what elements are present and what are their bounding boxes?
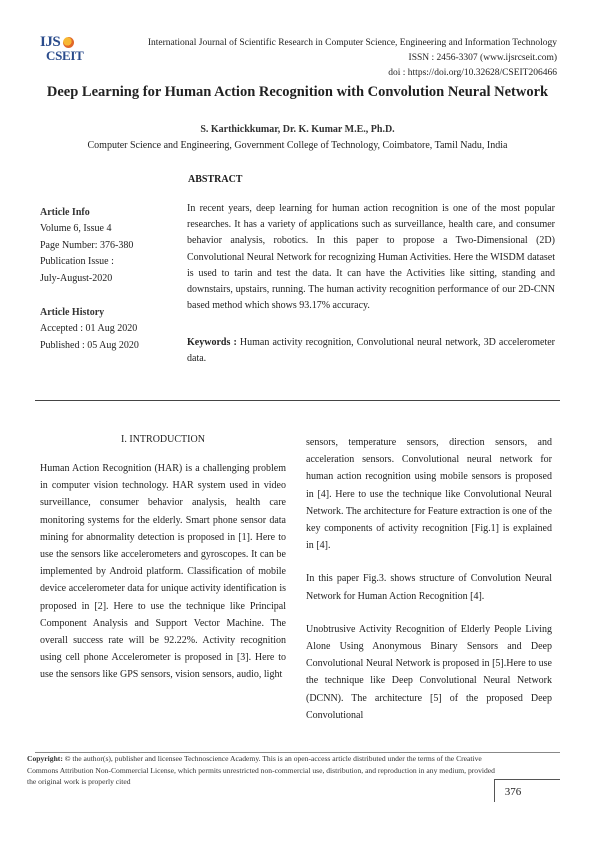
- paragraph: Unobtrusive Activity Recognition of Elderly People Living Alone Using Anonymous Binary Sensors and Deep Convolutional Neural Network is proposed in [5].Here to use the technique like Deep Convolutional Neural Network (DCNN). The architecture [5] of the proposed Deep Convolutional: [306, 623, 552, 721]
- article-volume: Volume 6, Issue 4: [40, 223, 112, 234]
- publication-issue: July-August-2020: [40, 273, 113, 284]
- body-column-left: [40, 460, 286, 700]
- logo-globe-icon: [63, 37, 74, 48]
- journal-name: International Journal of Scientific Research in Computer Science, Engineering and Information Technology: [147, 38, 557, 48]
- abstract-body: In recent years, deep learning for human action recognition is one of the most popular researches. It has a variety of applications such as surveillance, health care, and consumer behavior analysis, robotics. In this paper to propose a Two-Dimensional (2D) Convolutional Neural Network for recognizing Human Activities. Here the WISDM dataset is used to tarin and test the data. It can have the Activities like sitting, standing and downstairs, upstairs, running. The human activity recognition performance of our 2D-CNN based method which shows 93.17% accuracy.: [187, 203, 555, 312]
- issn: ISSN : 2456-3307 (www.ijsrcseit.com): [408, 53, 557, 63]
- copyright-text: the author(s), publisher and licensee Technoscience Academy. This is an open-access article distributed under the terms of the Creative Commons Attribution Non-Commercial License, which permits unrestricted non-commercial use, distribution, and reproduction in any medium, provided the original work is properly cited: [27, 754, 495, 786]
- accepted-date: Accepted : 01 Aug 2020: [40, 323, 138, 334]
- article-info-heading: Article Info: [40, 207, 90, 218]
- journal-logo: [38, 34, 86, 66]
- paper-title: Deep Learning for Human Action Recognition with Convolution Neural Network: [46, 84, 549, 100]
- article-history-heading: Article History: [40, 307, 105, 318]
- affiliation: Computer Science and Engineering, Government College of Technology, Coimbatore, Tamil Nadu, India: [87, 140, 508, 151]
- keywords: [187, 335, 555, 367]
- page-number-rule: [527, 779, 560, 780]
- paragraph: sensors, temperature sensors, direction sensors, and acceleration sensors. Convolutional neural network for human action recognition using mobile sensors is proposed in [4]. Here to use the technique like Convolutional Neural Network. The architecture for Feature extraction is one of the key components of activity recognition [Fig.1] is explained in [4].: [306, 437, 552, 552]
- keywords-text: Human activity recognition, Convolutional neural network, 3D accelerometer data.: [187, 337, 556, 364]
- section-heading-introduction: I. INTRODUCTION: [121, 434, 205, 445]
- body-column-right: [306, 434, 552, 740]
- section-divider: [35, 400, 560, 401]
- paragraph: Human Action Recognition (HAR) is a challenging problem in computer vision technology. HAR system used in video surveillance, consumer behavior analysis, health care monitoring systems for the elderly. Smart phone sensor data mining for abnormality detection is proposed in [1]. Here to use the sensors like accelerometers and gyroscopes. It can be implemented by Android platform. Classification of mobile device accelerometer data for unique activity identification is proposed in [2]. Here to use the technique like Principal Component Analysis and Support Vector Machine. The overall success rate will be 92.22%. Activity recognition using cell phone Accelerometer is proposed in [3]. Here to use the sensors like GPS sensors, vision sensors, audio, light: [40, 463, 286, 681]
- abstract-heading: ABSTRACT: [188, 174, 243, 185]
- publication-issue-label: Publication Issue :: [40, 256, 114, 267]
- published-date: Published : 05 Aug 2020: [40, 340, 139, 351]
- copyright-notice: [27, 753, 497, 788]
- logo-text-bottom: CSEIT: [46, 48, 84, 63]
- logo-text-top: IJS: [40, 34, 61, 50]
- doi-link[interactable]: doi : https://doi.org/10.32628/CSEIT206466: [388, 68, 557, 78]
- page-number: 376: [494, 779, 531, 802]
- copyright-label: Copyright: ©: [27, 754, 71, 763]
- article-pages: Page Number: 376-380: [40, 240, 134, 251]
- paragraph: In this paper Fig.3. shows structure of Convolution Neural Network for Human Action Recognition [4].: [306, 573, 552, 602]
- keywords-label: Keywords :: [187, 337, 237, 348]
- authors: S. Karthickkumar, Dr. K. Kumar M.E., Ph.D.: [200, 124, 395, 135]
